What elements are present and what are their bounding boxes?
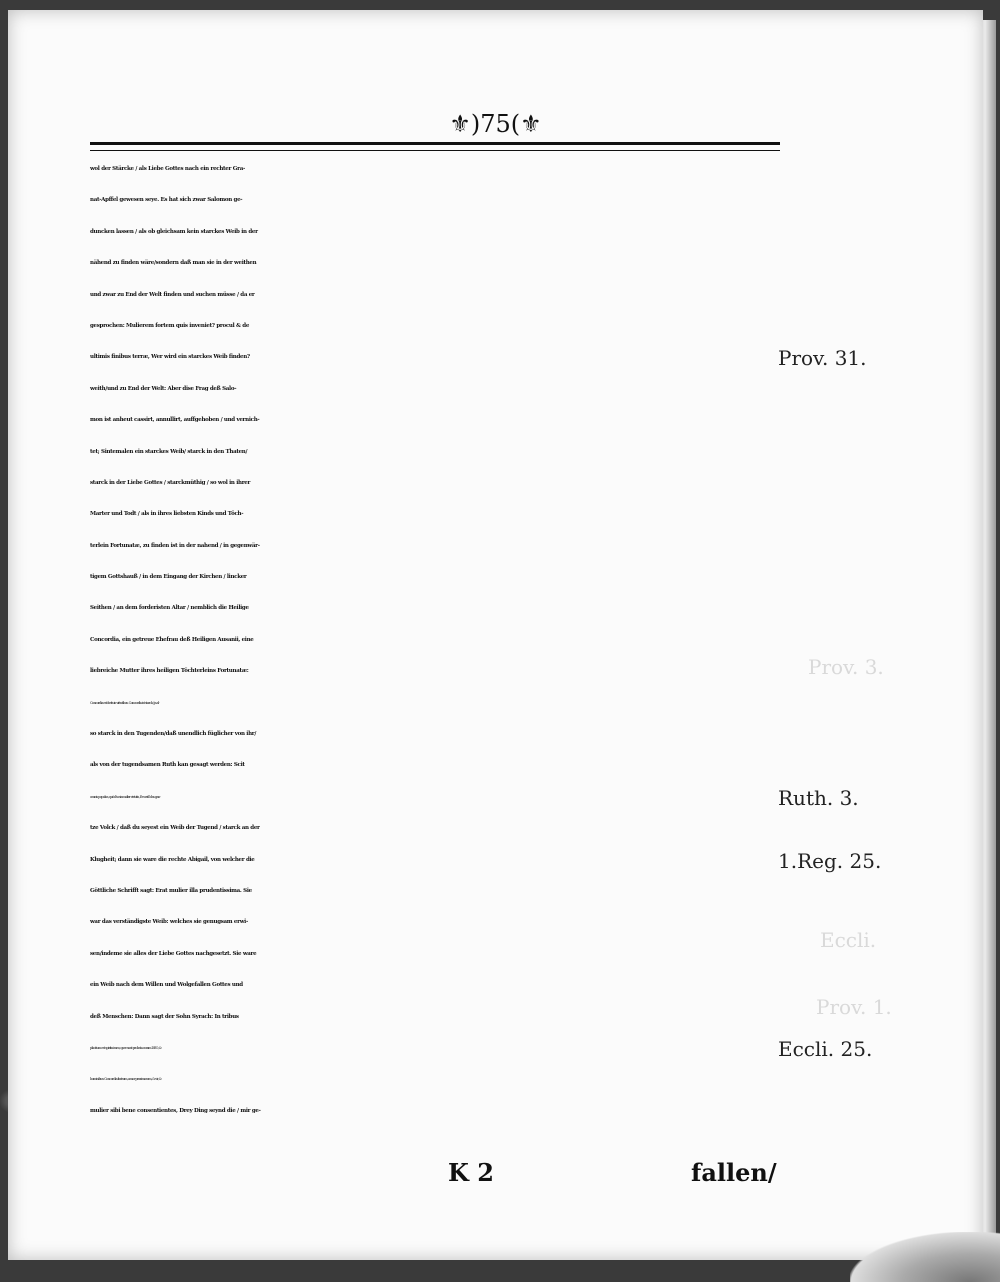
text-line: wol der Stärcke / als Liebe Gottes nach ein rechter Gra- [90, 166, 245, 172]
text-line: Concordia, ein getreue Ehefrau deß Heiligen Ausanii, eine [90, 636, 254, 643]
text-line: deß Menschen: Dann sagt der Sohn Syrach: In tribus [90, 1013, 239, 1020]
text-line: ultimis finibus terræ, Wer wird ein starckes Weib finden? [90, 354, 250, 361]
bleed-through-mark: Prov. 1. [816, 995, 892, 1019]
text-line: tigem Gottshauß / in dem Eingang der Kirchen / lincker [90, 574, 247, 581]
text-line: Göttliche Schrifft sagt: Erat mulier illa prudentissima. Sie [90, 887, 252, 894]
text-line: nat-Apffel gewesen seye. Es hat sich zwar Salomon ge- [90, 197, 243, 204]
text-line: liebreiche Mutter ihres heiligen Töchterleins Fortunatæ: [90, 668, 249, 675]
text-line: weith/und zu End der Welt: Aber dise Frag deß Salo- [90, 385, 237, 392]
bleed-through-mark: Prov. 3. [808, 655, 884, 679]
text-line: hominibus: Concordia fratrum, amor proximorum, & vir, & [90, 1077, 162, 1082]
catchword: fallen/ [691, 1158, 777, 1187]
text-line: tet; Sintemalen ein starckes Weib/ starck in den Thaten/ [90, 448, 248, 455]
text-line: sen/indeme sie alles der Liebe Gottes nachgesetzt. Sie ware [90, 950, 257, 957]
text-line: mulier sibi bene consentientes, Drey Ding seynd die / mir ge- [90, 1107, 261, 1114]
text-line: als von der tugendsamen Ruth kan gesagt werden: Scit [90, 762, 245, 769]
text-line: tze Volck / daß du seyest ein Weib der Tugend / starck an der [90, 825, 260, 832]
book-page [8, 10, 983, 1260]
text-line: duncken lassen / als ob gleichsam kein starckes Weib in der [90, 228, 258, 235]
margin-reference: Prov. 31. [778, 346, 867, 371]
page-curl [850, 1232, 1000, 1282]
text-line: mon ist anheut cassirt, annullirt, auffgehoben / und vernich- [90, 417, 260, 424]
text-line: terlein Fortunatæ, zu finden ist in der nahend / in gegenwär- [90, 542, 260, 549]
text-line: Concordia est fortis in virtutibus. Concordia ist starck / ja al- [90, 700, 160, 705]
signature-mark: K 2 [448, 1158, 494, 1187]
text-line: ein Weib nach dem Willen und Wolgefallen Gottes und [90, 982, 243, 989]
text-line: gesprochen: Mulierem fortem quis inveniet? procul & de [90, 322, 250, 329]
text-line: so starck in den Tugenden/daß unendlich füglicher von ihr/ [90, 731, 257, 738]
page-header: ⚜)75(⚜ [449, 110, 542, 138]
text-line: und zwar zu End der Welt finden und suchen müsse / da er [90, 291, 255, 298]
text-line: Marter und Todt / als in ihres liebsten Kinds und Töch- [90, 511, 244, 518]
header-rule [90, 142, 780, 151]
text-line: Seithen / an dem forderisten Altar / nemblich die Heilige [90, 605, 249, 612]
text-line: war das verständigste Weib: welches sie genugsam erwi- [90, 919, 248, 926]
margin-reference: Eccli. 25. [778, 1037, 873, 1062]
margin-reference: Ruth. 3. [778, 786, 859, 810]
body-text [90, 154, 790, 1127]
text-line: omnis populus, quòd tu sis mulier virtutis, Es weiß das gan- [90, 794, 161, 799]
text-line: nähend zu finden wäre/sondern daß man sie in der weithen [90, 260, 257, 267]
text-line: placitum est spiritui meo, quæ sunt probata coram DEO, & [90, 1045, 162, 1050]
margin-reference: 1.Reg. 25. [778, 848, 882, 873]
text-line: Klugheit; dann sie ware die rechte Abigail, von welcher die [90, 856, 255, 863]
text-line: starck in der Liebe Gottes / starckmüthig / so wol in ihrer [90, 479, 251, 486]
bleed-through-mark: Eccli. [820, 928, 877, 952]
